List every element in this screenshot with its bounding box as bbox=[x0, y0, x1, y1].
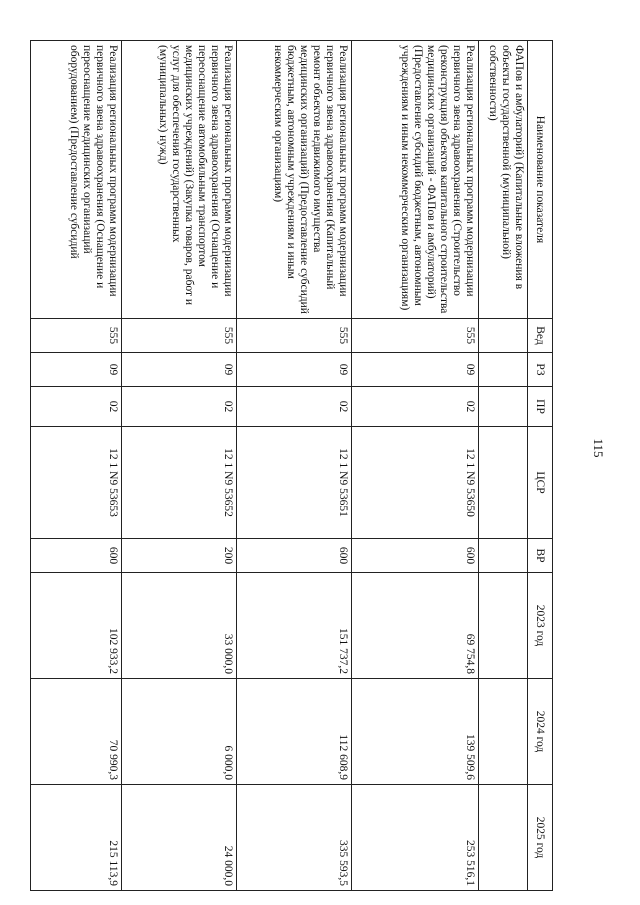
header-pr: ПР bbox=[528, 387, 553, 427]
rotated-page-content bbox=[33, 40, 553, 890]
row-name: Реализация региональных программ модернизации первичного звена здравоохранения (Строительство (реконструкция) объектов капитального строительства медицинских организаций - ФАПов и амбулаторий) (Предоставление субсидий бюджетным, автономным учреждениям и иным некоммерческим организациям) bbox=[352, 41, 479, 319]
row-csr: 12 1 N9 53652 bbox=[122, 427, 237, 539]
row-rz: 09 bbox=[237, 353, 352, 387]
header-2023: 2023 год bbox=[528, 573, 553, 679]
row-name: Реализация региональных программ модернизации первичного звена здравоохранения (Капитальный ремонт объектов недвижимого имущества медицинских организаций) (Предоставление субсидий бюджетным, автономным учреждениям и иным некоммерческим организациям) bbox=[237, 41, 352, 319]
row-csr: 12 1 N9 53651 bbox=[237, 427, 352, 539]
header-csr: ЦСР bbox=[528, 427, 553, 539]
row-pr bbox=[479, 387, 528, 427]
row-csr bbox=[479, 427, 528, 539]
row-vr: 600 bbox=[31, 539, 122, 573]
row-ved: 555 bbox=[352, 319, 479, 353]
row-rz: 09 bbox=[31, 353, 122, 387]
row-rz: 09 bbox=[122, 353, 237, 387]
header-2024: 2024 год bbox=[528, 679, 553, 785]
table-row bbox=[122, 41, 237, 891]
row-2025: 215 113,9 bbox=[31, 785, 122, 891]
row-2024: 139 509,6 bbox=[352, 679, 479, 785]
row-name: ФАПов и амбулаторий) (Капитальные вложения в объекты государственной (муниципальной) собственности) bbox=[479, 41, 528, 319]
row-2024: 6 000,0 bbox=[122, 679, 237, 785]
row-2024 bbox=[479, 679, 528, 785]
row-2025: 24 000,0 bbox=[122, 785, 237, 891]
row-name: Реализация региональных программ модернизации первичного звена здравоохранения (Оснащение и переоснащение медицинских организаций оборудованием) (Предоставление субсидий bbox=[31, 41, 122, 319]
row-vr: 600 bbox=[237, 539, 352, 573]
row-pr: 02 bbox=[352, 387, 479, 427]
row-vr: 200 bbox=[122, 539, 237, 573]
row-2025: 253 516,1 bbox=[352, 785, 479, 891]
table-row bbox=[352, 41, 479, 891]
row-pr: 02 bbox=[122, 387, 237, 427]
row-2024: 112 608,9 bbox=[237, 679, 352, 785]
row-vr bbox=[479, 539, 528, 573]
page-number: 115 bbox=[591, 438, 606, 458]
row-2023: 151 737,2 bbox=[237, 573, 352, 679]
row-ved bbox=[479, 319, 528, 353]
header-ved: Вед bbox=[528, 319, 553, 353]
row-2023 bbox=[479, 573, 528, 679]
row-rz bbox=[479, 353, 528, 387]
budget-table bbox=[30, 40, 553, 891]
row-ved: 555 bbox=[31, 319, 122, 353]
row-rz: 09 bbox=[352, 353, 479, 387]
table-row bbox=[237, 41, 352, 891]
header-2025: 2025 год bbox=[528, 785, 553, 891]
header-vr: ВР bbox=[528, 539, 553, 573]
table-row bbox=[479, 41, 528, 891]
row-ved: 555 bbox=[122, 319, 237, 353]
row-2023: 33 000,0 bbox=[122, 573, 237, 679]
row-2025: 335 593,5 bbox=[237, 785, 352, 891]
header-rz: РЗ bbox=[528, 353, 553, 387]
row-ved: 555 bbox=[237, 319, 352, 353]
table-header-row bbox=[528, 41, 553, 891]
row-2025 bbox=[479, 785, 528, 891]
row-name: Реализация региональных программ модернизации первичного звена здравоохранения (Оснащение и переоснащение автомобильным транспортом медицинских учреждений) (Закупка товаров, работ и услуг для обеспечения государственных (муниципальных) нужд) bbox=[122, 41, 237, 319]
table-row bbox=[31, 41, 122, 891]
row-pr: 02 bbox=[237, 387, 352, 427]
header-name: Наименование показателя bbox=[528, 41, 553, 319]
row-2023: 69 754,8 bbox=[352, 573, 479, 679]
row-pr: 02 bbox=[31, 387, 122, 427]
row-vr: 600 bbox=[352, 539, 479, 573]
row-2023: 102 933,2 bbox=[31, 573, 122, 679]
row-csr: 12 1 N9 53650 bbox=[352, 427, 479, 539]
row-csr: 12 1 N9 53653 bbox=[31, 427, 122, 539]
row-2024: 70 990,3 bbox=[31, 679, 122, 785]
